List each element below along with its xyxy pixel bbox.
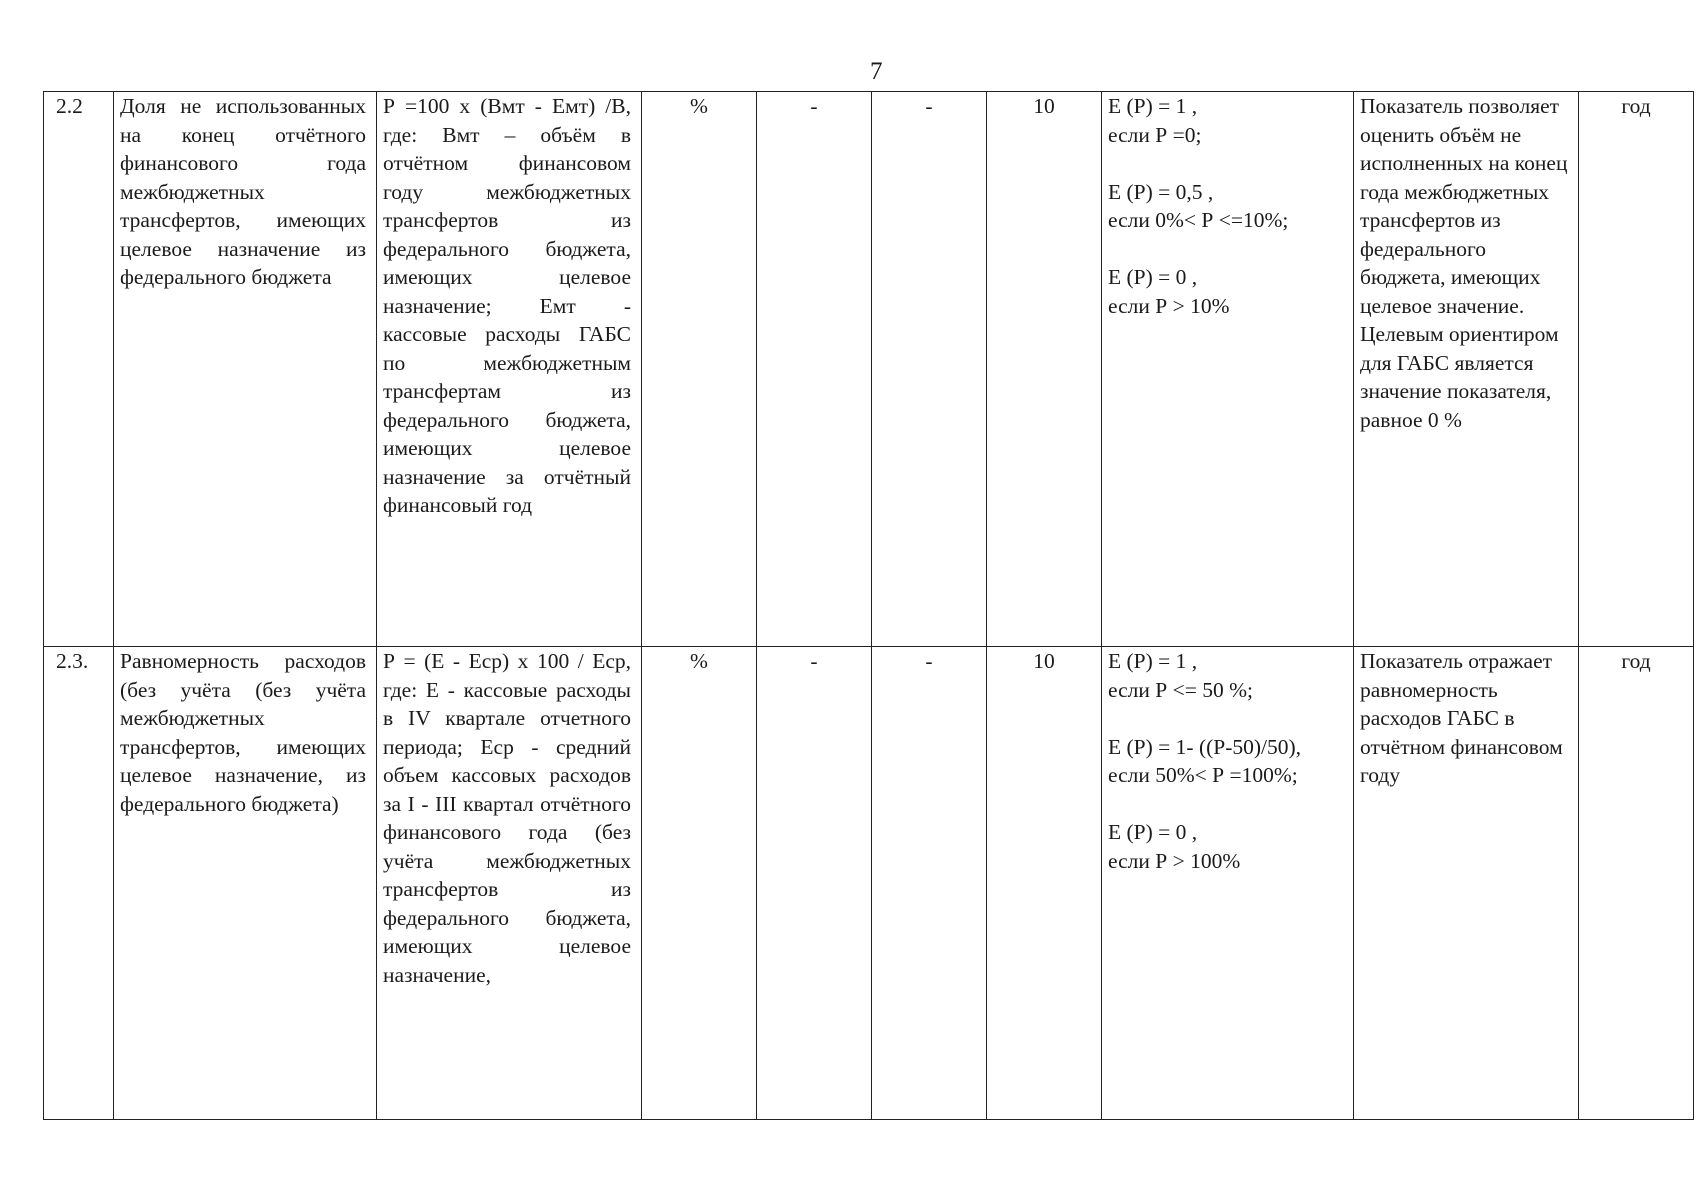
evaluation-rules: Е (Р) = 1 , если Р <= 50 %; Е (Р) = 1- ((Р-50)/50), если 50%< Р =100%; Е (Р) = 0 , если Р > 100% bbox=[1102, 647, 1354, 1120]
indicator-comment: Показатель позволяет оценить объём не исполненных на конец года межбюджетных трансфертов из федерального бюджета, имеющих целевое значение. Целевым ориентиром для ГАБС является значение показателя, равное 0 % bbox=[1354, 92, 1579, 647]
indicator-name: Равномерность расходов (без учёта (без учёта межбюджетных трансфертов, имеющих целевое назначение, из федерального бюджета) bbox=[114, 647, 377, 1120]
page-number: 7 bbox=[870, 58, 883, 85]
table-row bbox=[44, 647, 1694, 1120]
unit: % bbox=[642, 92, 757, 647]
indicator-formula: Р =100 х (Вмт - Емт) /В, где: Вмт – объём в отчётном финансовом году межбюджетных трансфертов из федерального бюджета, имеющих целевое назначение; Емт - кассовые расходы ГАБС по межбюджетным трансфертам из федерального бюджета, имеющих целевое назначение за отчётный финансовый год bbox=[377, 92, 642, 647]
row-number: 2.2 bbox=[44, 92, 114, 647]
indicator-comment: Показатель отражает равномерность расходов ГАБС в отчётном финансовом году bbox=[1354, 647, 1579, 1120]
period: год bbox=[1579, 92, 1694, 647]
unit: % bbox=[642, 647, 757, 1120]
weight: 10 bbox=[987, 647, 1102, 1120]
col5-value: - bbox=[872, 92, 987, 647]
weight: 10 bbox=[987, 92, 1102, 647]
row-number: 2.3. bbox=[44, 647, 114, 1120]
col4-value: - bbox=[757, 647, 872, 1120]
evaluation-rules: Е (Р) = 1 , если Р =0; Е (Р) = 0,5 , если 0%< Р <=10%; Е (Р) = 0 , если Р > 10% bbox=[1102, 92, 1354, 647]
indicator-name: Доля не использованных на конец отчётного финансового года межбюджетных трансфертов, имеющих целевое назначение из федерального бюджета bbox=[114, 92, 377, 647]
indicator-table bbox=[43, 91, 1694, 1120]
period: год bbox=[1579, 647, 1694, 1120]
indicator-formula: Р = (Е - Еср) х 100 / Еср, где: Е - кассовые расходы в IV квартале отчетного периода; Еср - средний объем кассовых расходов за I - III квартал отчётного финансового года (без учёта межбюджетных трансфертов из федерального бюджета, имеющих целевое назначение, bbox=[377, 647, 642, 1120]
col5-value: - bbox=[872, 647, 987, 1120]
col4-value: - bbox=[757, 92, 872, 647]
table-row bbox=[44, 92, 1694, 647]
